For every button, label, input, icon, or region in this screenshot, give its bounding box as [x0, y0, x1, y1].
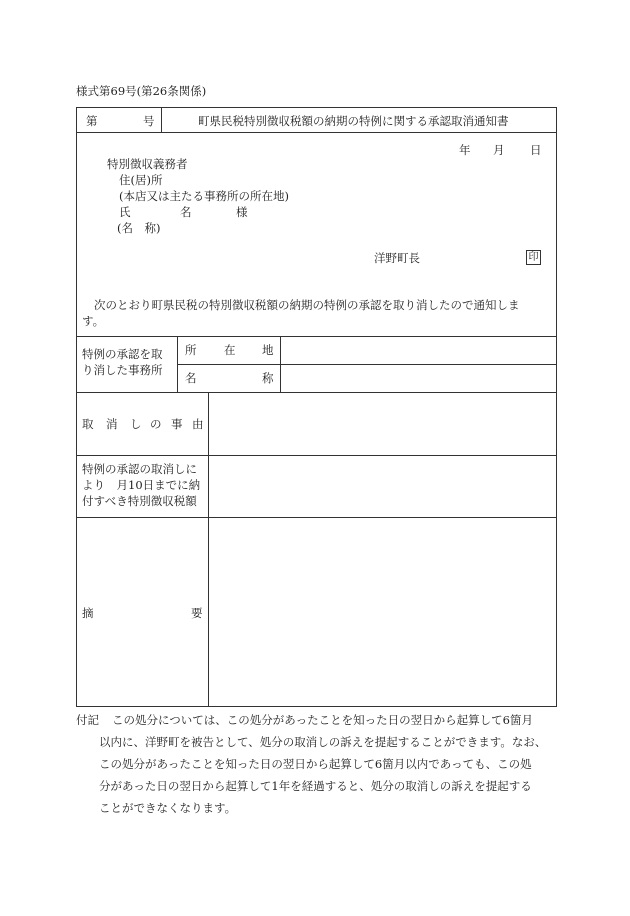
reason-char-1: 取 [82, 417, 94, 431]
reason-char-6: 由 [192, 417, 204, 431]
notice-line-1: 次のとおり町県民税の特別徴収税額の納期の特例の承認を取り消したので通知しま [94, 298, 520, 312]
number-label-right: 号 [143, 114, 155, 128]
office-name-label-b: 称 [262, 371, 274, 385]
corporate-name-label: (名 称) [117, 221, 161, 235]
footnote-line-3: この処分があったことを知った日の翌日から起算して6箇月以内であっても、この処 [99, 757, 532, 771]
summary-label-a: 摘 [82, 606, 94, 620]
reason-char-3: し [130, 417, 142, 431]
office-label-line-2: り消した事務所 [82, 363, 163, 377]
location-label-a: 所 [185, 343, 197, 357]
footnote-line-1: この処分については、この処分があったことを知った日の翌日から起算して6箇月 [112, 713, 533, 727]
reason-char-2: 消 [106, 417, 118, 431]
form-number: 様式第69号(第26条関係) [76, 84, 207, 98]
name-label-b: 名 [180, 205, 192, 219]
location-label-b: 在 [224, 343, 236, 357]
seal-mark: 印 [526, 250, 541, 265]
office-label-line-1: 特例の承認を取 [82, 347, 163, 361]
document-title: 町県民税特別徴収税額の納期の特例に関する承認取消通知書 [198, 114, 509, 128]
tax-label-line-2: より 月10日までに納 [82, 478, 201, 492]
summary-label-b: 要 [191, 606, 203, 620]
address-label: 住(居)所 [119, 173, 163, 187]
obligor-label: 特別徴収義務者 [107, 157, 188, 171]
reason-char-4: の [150, 417, 162, 431]
date-year: 年 [459, 143, 471, 157]
office-name-label-a: 名 [185, 371, 197, 385]
address-note: (本店又は主たる事務所の所在地) [119, 189, 289, 203]
honorific: 様 [236, 205, 248, 219]
issuer-title: 洋野町長 [374, 251, 420, 265]
reason-char-5: 事 [171, 417, 183, 431]
number-label-left: 第 [86, 114, 98, 128]
footnote-line-5: ことができなくなります。 [99, 801, 237, 815]
tax-label-line-3: 付すべき特別徴収税額 [82, 494, 197, 508]
date-month: 月 [493, 143, 505, 157]
notice-line-2: す。 [82, 314, 105, 328]
date-day: 日 [530, 143, 542, 157]
name-label-a: 氏 [119, 205, 131, 219]
footnote-line-4: 分があった日の翌日から起算して1年を経過すると、処分の取消しの訴えを提起する [99, 779, 532, 793]
footnote-label: 付記 [76, 713, 99, 727]
location-label-c: 地 [262, 343, 274, 357]
footnote-line-2: 以内に、洋野町を被告として、処分の取消しの訴えを提起することができます。なお、 [99, 735, 547, 749]
tax-label-line-1: 特例の承認の取消しに [82, 462, 197, 476]
